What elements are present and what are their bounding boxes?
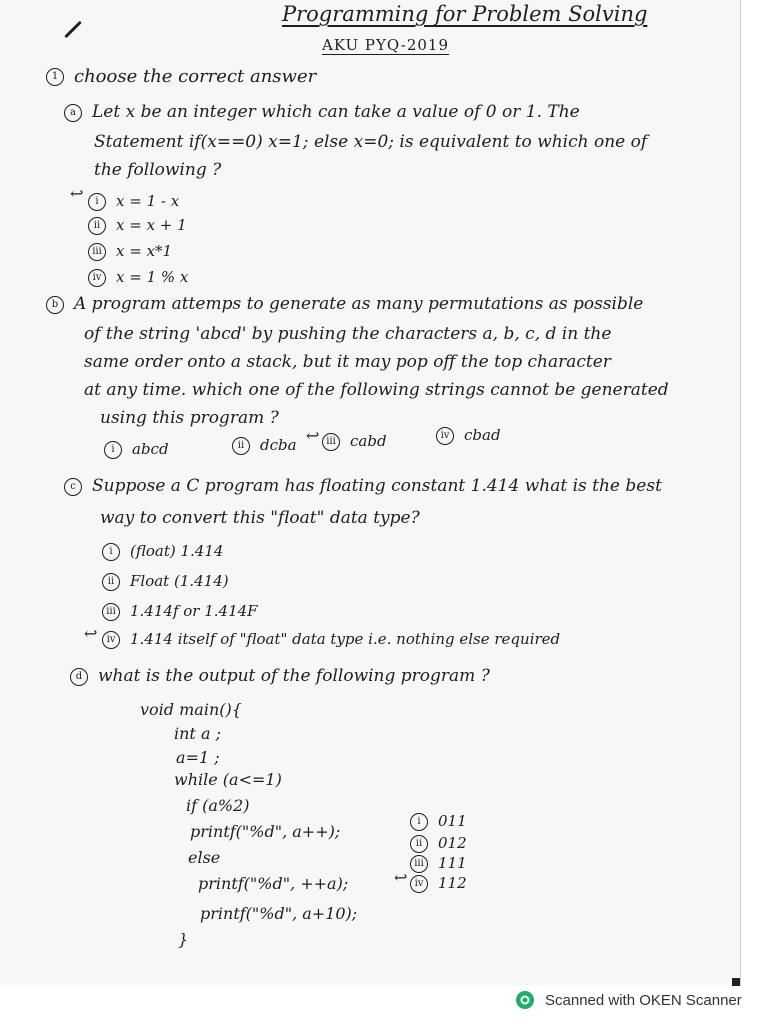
question-c-line-2: way to convert this "float" data type? — [100, 508, 420, 528]
option-a-4: iv x = 1 % x — [88, 268, 188, 287]
option-b-2: ii dcba — [232, 436, 297, 455]
question-number: a — [64, 104, 82, 122]
option-d-2: ii 012 — [410, 834, 467, 853]
scanner-logo-icon — [515, 990, 535, 1010]
question-b-line-4: at any time. which one of the following strings cannot be generated — [84, 380, 669, 400]
option-a-2: ii x = x + 1 — [88, 216, 187, 235]
page-subtitle: AKU PYQ-2019 — [322, 36, 449, 54]
code-line-10: } — [178, 930, 189, 949]
question-1 — [46, 66, 316, 87]
pen-stroke — [64, 21, 82, 39]
option-d-4: iv 112 — [410, 874, 467, 893]
option-b-3: iii cabd — [322, 432, 387, 451]
option-c-1: i (float) 1.414 — [102, 542, 223, 561]
code-line-9: printf("%d", a+10); — [200, 904, 358, 923]
code-line-5: if (a%2) — [186, 796, 250, 815]
code-line-7: else — [188, 848, 221, 867]
option-d-3: iii 111 — [410, 854, 467, 873]
question-c-line-1: c Suppose a C program has floating constant 1.414 what is the best — [64, 476, 662, 496]
answer-tick: ↩ — [84, 624, 98, 643]
answer-tick: ↩ — [394, 868, 408, 887]
question-b-line-3: same order onto a stack, but it may pop off the top character — [84, 352, 611, 372]
question-number: c — [64, 478, 82, 496]
code-line-1: void main(){ — [140, 700, 242, 719]
option-b-4: iv cbad — [436, 426, 501, 445]
code-line-2: int a ; — [174, 724, 221, 743]
scanner-watermark — [515, 990, 742, 1010]
option-b-1: i abcd — [104, 440, 169, 459]
answer-tick: ↩ — [306, 426, 320, 445]
page-title: Programming for Problem Solving — [282, 2, 648, 26]
option-d-1: i 011 — [410, 812, 467, 831]
question-number: d — [70, 668, 88, 686]
option-a-3: iii x = x*1 — [88, 242, 172, 261]
code-line-3: a=1 ; — [176, 748, 220, 767]
question-text: choose the correct answer — [74, 66, 317, 87]
question-a-line-3: the following ? — [94, 160, 222, 180]
question-b-line-5: using this program ? — [100, 408, 279, 428]
option-c-2: ii Float (1.414) — [102, 572, 229, 591]
code-line-8: printf("%d", ++a); — [198, 874, 349, 893]
question-b-line-2: of the string 'abcd' by pushing the characters a, b, c, d in the — [84, 324, 612, 344]
question-b-line-1: b A program attemps to generate as many permutations as possible — [46, 294, 643, 314]
question-d: d what is the output of the following program ? — [70, 666, 490, 686]
option-c-3: iii 1.414f or 1.414F — [102, 602, 258, 621]
option-a-1: i x = 1 - x — [88, 192, 179, 211]
question-a-line-2: Statement if(x==0) x=1; else x=0; is equivalent to which one of — [94, 132, 648, 152]
corner-mark — [732, 978, 740, 986]
question-a-line-1: a Let x be an integer which can take a value of 0 or 1. The — [64, 102, 580, 122]
answer-tick: ↩ — [70, 184, 84, 203]
code-line-4: while (a<=1) — [174, 770, 282, 789]
question-number: 1 — [46, 68, 64, 86]
option-c-4: iv 1.414 itself of "float" data type i.e. nothing else required — [102, 630, 560, 649]
code-line-6: printf("%d", a++); — [190, 822, 341, 841]
scanner-watermark-text: Scanned with OKEN Scanner — [545, 991, 742, 1009]
question-number: b — [46, 296, 64, 314]
